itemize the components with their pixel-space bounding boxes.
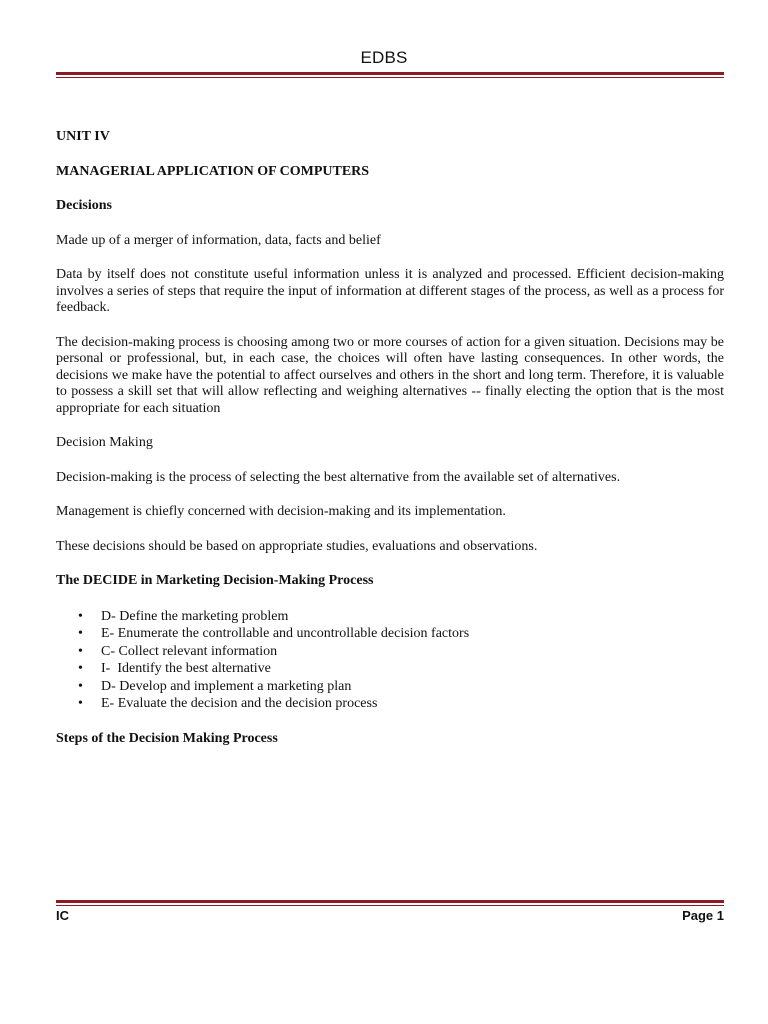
bullet-icon: •	[78, 608, 83, 624]
paragraph-selection: Decision-making is the process of selecting the best alternative from the available set of alternatives.	[56, 469, 621, 485]
decision-making-label: Decision Making	[56, 435, 153, 450]
decide-list	[56, 608, 724, 713]
header-rule-thin	[56, 77, 724, 78]
page-number: Page 1	[682, 908, 724, 923]
list-item	[78, 660, 724, 678]
header-rule-thick	[56, 72, 724, 75]
list-item	[78, 643, 724, 661]
list-item-text: D- Develop and implement a marketing plan	[101, 678, 352, 694]
decisions-heading: Decisions	[56, 198, 112, 213]
unit-heading: UNIT IV	[56, 129, 110, 144]
steps-heading: Steps of the Decision Making Process	[56, 730, 278, 746]
bullet-icon: •	[78, 626, 83, 641]
list-item-text: I- Identify the best alternative	[101, 661, 271, 676]
footer-left-label: IC	[56, 908, 69, 923]
decide-heading: The DECIDE in Marketing Decision-Making Process	[56, 573, 374, 588]
paragraph-definition: Made up of a merger of information, data, facts and belief	[56, 232, 381, 248]
footer-rule-thick	[56, 900, 724, 903]
bullet-icon: •	[78, 643, 83, 659]
section-title: MANAGERIAL APPLICATION OF COMPUTERS	[56, 163, 370, 179]
list-item-text: D- Define the marketing problem	[101, 608, 289, 624]
bullet-icon: •	[78, 678, 83, 694]
list-item-text: E- Evaluate the decision and the decision process	[101, 696, 378, 711]
list-item-text: E- Enumerate the controllable and uncontrollable decision factors	[101, 626, 470, 641]
list-item-text: C- Collect relevant information	[101, 643, 278, 659]
paragraph-data-information: Data by itself does not constitute useful information unless it is analyzed and processed. Efficient decision-making involves a series of steps that require the input of information at different stages of the process, as well as a process for feedback.	[56, 267, 724, 315]
paragraph-management: Management is chiefly concerned with decision-making and its implementation.	[56, 504, 506, 519]
bullet-icon: •	[78, 696, 83, 711]
list-item	[78, 678, 724, 696]
list-item	[78, 608, 724, 626]
page-header-title: EDBS	[360, 48, 408, 67]
paragraph-basis: These decisions should be based on appropriate studies, evaluations and observations.	[56, 538, 538, 554]
list-item	[78, 695, 724, 713]
list-item	[78, 625, 724, 643]
document-body	[56, 129, 724, 765]
paragraph-decision-process: The decision-making process is choosing among two or more courses of action for a given situation. Decisions may be personal or professional, but, in each case, the choices will often have lasting consequences. In other words, the decisions we make have the potential to affect ourselves and others in the short and long term. Therefore, it is valuable to possess a skill set that will allow reflecting and weighing alternatives -- finally electing the option that is the most appropriate for each situation	[56, 334, 724, 416]
footer-rule-thin	[56, 905, 724, 906]
bullet-icon: •	[78, 661, 83, 676]
